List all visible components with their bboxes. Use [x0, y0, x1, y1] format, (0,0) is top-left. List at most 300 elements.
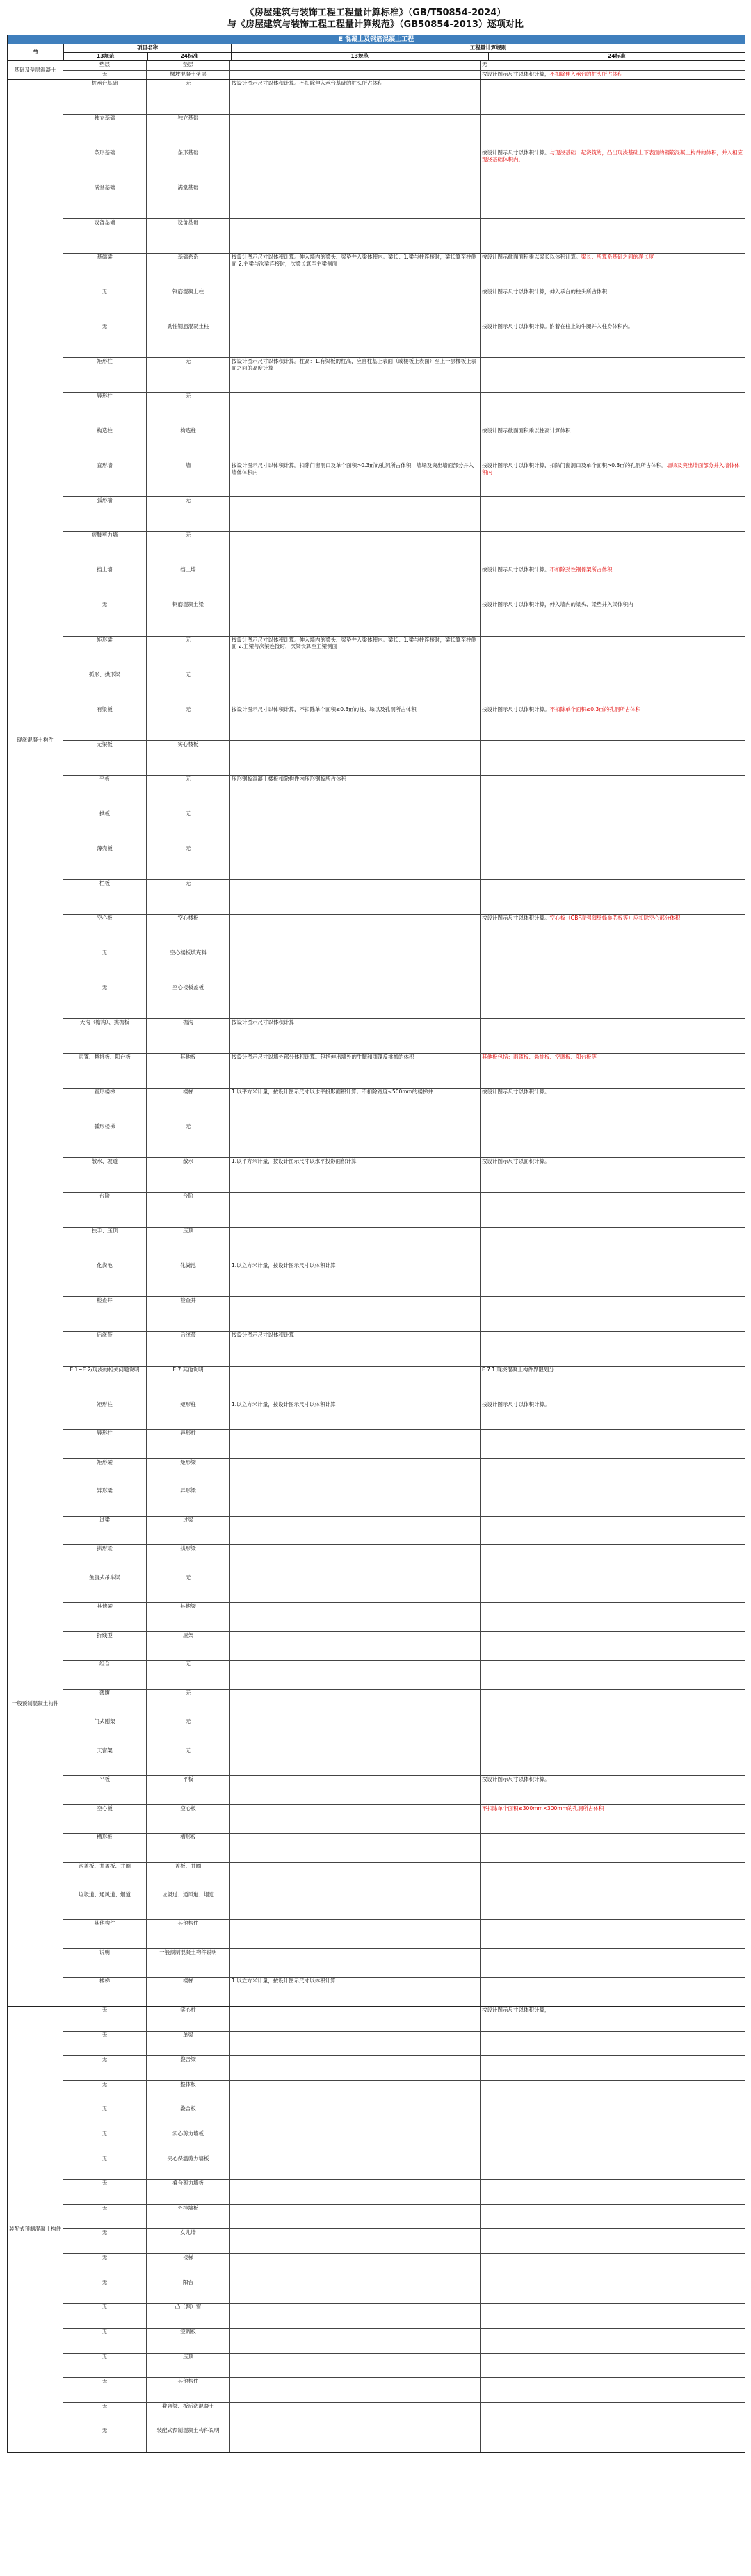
item-code13: 无: [63, 2403, 147, 2427]
table-row: [63, 219, 745, 254]
rule-13: [230, 1661, 481, 1688]
rule-24: [481, 2254, 745, 2279]
rule-24: [481, 2105, 745, 2130]
rule-24: [481, 601, 745, 635]
item-code13: 直形楼梯: [63, 1089, 147, 1123]
rule-24: [481, 845, 745, 879]
rule-24: [481, 1019, 745, 1053]
item-code13: 无: [63, 2205, 147, 2229]
rule-24-text: 按设计图示尺寸以面积计算。: [482, 1157, 550, 1164]
header-section: 节: [8, 44, 64, 60]
table-row: [63, 1834, 745, 1862]
item-code13: 条形基础: [63, 149, 147, 184]
rule-13: 压形钢板混凝土楼板扣除构件内压形钢板所占体积: [230, 776, 481, 810]
item-code24: 女儿墙: [147, 2229, 230, 2253]
rule-24: [481, 1545, 745, 1573]
item-code24: 空心板: [147, 1805, 230, 1833]
rule-24-text: 按设计图示尺寸以体积计算。: [482, 706, 550, 712]
table-row: [63, 810, 745, 845]
rule-24: [481, 2155, 745, 2180]
item-code24: 叠合板: [147, 2105, 230, 2130]
rule-24: [481, 1430, 745, 1458]
item-code24: 无: [147, 1661, 230, 1688]
item-code24: 无: [147, 671, 230, 706]
table-row: [63, 2378, 745, 2403]
table-row: [63, 323, 745, 358]
item-code13: 无: [63, 601, 147, 635]
table-row: [63, 2304, 745, 2329]
rule-13: [230, 288, 481, 323]
rule-13: [230, 1367, 481, 1401]
table-row: [63, 601, 745, 636]
rule-13: [230, 1632, 481, 1660]
header-item-name: 项目名称: [64, 44, 231, 53]
item-code24: 拱形梁: [147, 1545, 230, 1573]
rule-13: [230, 2155, 481, 2180]
item-code24: 檐沟: [147, 1019, 230, 1053]
table-row: [63, 1776, 745, 1804]
table-row: [63, 2279, 745, 2304]
table-row: [63, 2229, 745, 2254]
rule-13: [230, 2279, 481, 2304]
item-code13: 异形柱: [63, 1430, 147, 1458]
rule-24: [481, 1158, 745, 1192]
table-row: [63, 2180, 745, 2205]
item-code24: 无: [147, 1718, 230, 1746]
rule-13: [230, 1517, 481, 1544]
item-code24: 墙: [147, 462, 230, 496]
rule-13: [230, 323, 481, 357]
table-row: [63, 1632, 745, 1661]
item-code13: 设备基础: [63, 219, 147, 253]
rule-24: [481, 358, 745, 392]
item-code13: 说明: [63, 1949, 147, 1977]
item-code24: 整体板: [147, 2081, 230, 2105]
item-code24: 挡土墙: [147, 566, 230, 601]
table-row: [63, 2155, 745, 2180]
item-code13: 无: [63, 2354, 147, 2378]
item-code24: 无: [147, 776, 230, 810]
rule-24: [481, 1776, 745, 1804]
item-code13: 直形墙: [63, 462, 147, 496]
table-row: [63, 949, 745, 984]
item-code13: 雨篷、悬挑板、阳台板: [63, 1054, 147, 1088]
rule-24: [481, 427, 745, 462]
table-row: [63, 1949, 745, 1978]
rule-13: [230, 2007, 481, 2031]
table-body: [8, 61, 745, 2452]
rule-24: [481, 323, 745, 357]
rule-24: [481, 1805, 745, 1833]
table-row: [63, 1978, 745, 2005]
item-code24: 空心楼板: [147, 915, 230, 949]
table-row: [63, 393, 745, 427]
rule-13: 按设计图示尺寸以体积计算。伸入墙内的梁头、梁垫并入梁体积内。梁长：1.梁与柱连接时，梁长算至柱侧面 2.主梁与次梁连接时，次梁长算至主梁侧面: [230, 637, 481, 671]
header-rules24: 24标准: [608, 53, 626, 59]
item-code24: 平板: [147, 1776, 230, 1804]
item-code24: 检查井: [147, 1297, 230, 1331]
rule-13: [230, 984, 481, 1018]
item-code13: 矩形梁: [63, 637, 147, 671]
table-row: [63, 1891, 745, 1920]
rule-13: [230, 1949, 481, 1977]
item-code13: 鱼腹式吊车梁: [63, 1574, 147, 1602]
rule-24-text: 无: [482, 61, 487, 67]
rule-24: [481, 741, 745, 775]
rule-24: [481, 1089, 745, 1123]
item-code24: 劲性钢筋混凝土柱: [147, 323, 230, 357]
table-row: [63, 71, 745, 80]
rule-13: 按设计图示尺寸以体积计算。扣除门窗洞口及单个面积>0.3㎡的孔洞所占体积，墙垛及突出墙面部分并入墙体体积内: [230, 462, 481, 496]
rule-13: [230, 1747, 481, 1775]
item-code13: 无: [63, 2229, 147, 2253]
rule-13: [230, 2304, 481, 2328]
item-code24: 矩形梁: [147, 1459, 230, 1487]
rule-13: [230, 1805, 481, 1833]
rule-24-change: 不扣除劲性钢骨架所占体积: [549, 566, 613, 573]
item-code24: 凸（飘）窗: [147, 2304, 230, 2328]
section-name: 基础及垫层混凝土: [8, 61, 63, 79]
rule-24: [481, 2304, 745, 2328]
rule-13: [230, 1123, 481, 1157]
rule-24: [481, 2229, 745, 2253]
rule-24: [481, 915, 745, 949]
item-code13: 异形柱: [63, 393, 147, 427]
item-code24: 化粪池: [147, 1262, 230, 1296]
table-row: [63, 1262, 745, 1297]
table-row: [63, 1332, 745, 1367]
rule-24: [481, 984, 745, 1018]
item-code13: 薄壳板: [63, 845, 147, 879]
rule-13: [230, 601, 481, 635]
item-code13: 无: [63, 984, 147, 1018]
rule-13: [230, 915, 481, 949]
rule-24: [481, 288, 745, 323]
table-row: [63, 1089, 745, 1123]
rule-13: [230, 2105, 481, 2130]
item-code24: 后浇带: [147, 1332, 230, 1366]
rule-24: [481, 2007, 745, 2031]
table-row: [63, 1430, 745, 1458]
item-code13: 构造柱: [63, 427, 147, 462]
item-code13: 天沟（檐沟）、挑檐板: [63, 1019, 147, 1053]
rule-24-text: 按设计图示尺寸以体积计算。: [482, 1088, 550, 1095]
item-code24: 装配式预制混凝土构件说明: [147, 2427, 230, 2452]
rule-13: [230, 1776, 481, 1804]
rule-24: [481, 61, 745, 70]
table-section: [8, 61, 745, 80]
item-code24: 无: [147, 358, 230, 392]
item-code13: 无: [63, 2427, 147, 2452]
table-row: [63, 2105, 745, 2130]
item-code13: 弧形楼梯: [63, 1123, 147, 1157]
table-row: [63, 1690, 745, 1718]
rule-24: [481, 254, 745, 288]
table-row: [63, 1158, 745, 1193]
item-code24: 钢筋混凝土柱: [147, 288, 230, 323]
table-row: [63, 2205, 745, 2230]
rule-24: [481, 1661, 745, 1688]
item-code13: 短肢剪力墙: [63, 532, 147, 566]
rule-13: 按设计图示尺寸以体积计算。不扣除伸入承台基础的桩头所占体积: [230, 80, 481, 114]
item-code24: 单梁: [147, 2032, 230, 2056]
table-row: [63, 1123, 745, 1158]
rule-24: [481, 1401, 745, 1429]
rule-13: [230, 1718, 481, 1746]
item-code24: 过梁: [147, 1517, 230, 1544]
rule-24-change: 空心板（GBF高强薄壁蜂巢芯板等）应扣除空心部分体积: [549, 914, 681, 921]
rule-13: [230, 949, 481, 984]
rule-24: [481, 1487, 745, 1515]
table-row: [63, 2056, 745, 2081]
item-code24: 梯坡混凝土垫层: [147, 71, 230, 80]
item-code24: 其他构件: [147, 2378, 230, 2402]
item-code24: 构造柱: [147, 427, 230, 462]
table-row: [63, 880, 745, 915]
item-code13: 无: [63, 2130, 147, 2155]
item-code13: 无: [63, 2105, 147, 2130]
item-code13: 化粪池: [63, 1262, 147, 1296]
rule-24-change: 梁长：所算系基础之间的净长度: [581, 254, 654, 261]
header-rules13: 13规范: [232, 53, 489, 60]
item-code24: 异形梁: [147, 1487, 230, 1515]
item-code24: 叠合梁、板后浇混凝土: [147, 2403, 230, 2427]
rule-13: [230, 1920, 481, 1948]
rule-13: [230, 1690, 481, 1718]
rule-24: [481, 2378, 745, 2402]
item-code13: 组合: [63, 1661, 147, 1688]
rule-24-text: 按设计图示尺寸以体积计算。附着在柱上的牛腿并入柱身体积内。: [482, 323, 633, 330]
item-code24: 散水: [147, 1158, 230, 1192]
item-code13: 其他构件: [63, 1920, 147, 1948]
rule-24-text: 按设计图示尺寸以体积计算。: [482, 149, 550, 156]
rule-13: [230, 2130, 481, 2155]
item-code13: 矩形柱: [63, 358, 147, 392]
item-code24: 垫层: [147, 61, 230, 70]
item-code24: 无: [147, 1747, 230, 1775]
table-row: [63, 149, 745, 184]
table-row: [63, 1019, 745, 1054]
rule-24: [481, 1297, 745, 1331]
table-row: [63, 2032, 745, 2057]
item-code13: 无: [63, 949, 147, 984]
rule-13: [230, 880, 481, 914]
rule-13: [230, 1459, 481, 1487]
table-row: [63, 1297, 745, 1332]
rule-24: [481, 776, 745, 810]
rule-24: [481, 706, 745, 740]
item-code13: 无: [63, 2329, 147, 2353]
rule-24: [481, 2205, 745, 2229]
item-code13: 后浇带: [63, 1332, 147, 1366]
item-code24: 空心楼板填充料: [147, 949, 230, 984]
rule-24: [481, 462, 745, 496]
item-code13: 检查井: [63, 1297, 147, 1331]
rule-24: [481, 219, 745, 253]
rule-24: [481, 71, 745, 80]
table-row: [63, 1718, 745, 1747]
rule-13: [230, 1603, 481, 1631]
table-section: [8, 80, 745, 1401]
rule-24-change: 与现浇基础一起浇筑的，凸出现浇基础上下表面的钢筋混凝土构件的体积，并入相应现浇基础体积内。: [482, 149, 743, 163]
rule-24: [481, 2180, 745, 2204]
item-code24: 其他板: [147, 1054, 230, 1088]
rule-24: [481, 2427, 745, 2452]
item-code24: 外挂墙板: [147, 2205, 230, 2229]
rule-13: [230, 71, 481, 80]
rule-24: [481, 1193, 745, 1227]
rule-24: [481, 2032, 745, 2056]
item-code13: 无: [63, 2279, 147, 2304]
rule-24-change: 不扣除单个面积≤300mm×300mm的孔洞所占体积: [482, 1804, 604, 1811]
item-code24: 一般预制混凝土构件说明: [147, 1949, 230, 1977]
item-code13: 无: [63, 71, 147, 80]
item-code13: 基础梁: [63, 254, 147, 288]
rule-24-text: 按设计图示尺寸以体积计算，: [482, 70, 550, 77]
item-code13: 栏板: [63, 880, 147, 914]
rule-13: [230, 1487, 481, 1515]
table-row: [63, 566, 745, 601]
rule-13: [230, 1863, 481, 1891]
table-row: [63, 1228, 745, 1262]
rule-13: [230, 2427, 481, 2452]
item-code13: 无: [63, 2155, 147, 2180]
item-code13: 无: [63, 2304, 147, 2328]
rule-24: [481, 1747, 745, 1775]
item-code13: 拱形梁: [63, 1545, 147, 1573]
rule-24: [481, 1718, 745, 1746]
rule-24: [481, 184, 745, 218]
rule-13: [230, 2354, 481, 2378]
table-row: [63, 2427, 745, 2452]
rule-24-change: 其他板包括：雨篷板、悬挑板、空调板、阳台板等: [482, 1053, 597, 1060]
item-code24: 实心楼板: [147, 741, 230, 775]
item-code24: E.7 其他说明: [147, 1367, 230, 1401]
item-code13: 垃圾道、通风道、烟道: [63, 1891, 147, 1919]
rule-13: [230, 1834, 481, 1861]
item-code13: 空心板: [63, 1805, 147, 1833]
section-name: 现浇混凝土构件: [8, 80, 63, 1401]
rule-24: [481, 1978, 745, 2005]
table-row: [63, 2329, 745, 2354]
rule-13: [230, 1574, 481, 1602]
rule-13: [230, 741, 481, 775]
item-code13: 楼梯: [63, 1978, 147, 2005]
header-code13: 13规范: [64, 53, 148, 60]
rule-13: [230, 427, 481, 462]
rule-13: [230, 115, 481, 149]
rule-24-text: E.7.1 现浇混凝土构件界限划分: [482, 1367, 554, 1373]
rule-13: [230, 671, 481, 706]
item-code24: 实心柱: [147, 2007, 230, 2031]
rule-24: [481, 1332, 745, 1366]
item-code13: 折线型: [63, 1632, 147, 1660]
table-row: [63, 1920, 745, 1948]
item-code24: 独立基础: [147, 115, 230, 149]
rule-24: [481, 1054, 745, 1088]
item-code24: 其他构件: [147, 1920, 230, 1948]
item-code13: 无: [63, 2378, 147, 2402]
item-code13: 独立基础: [63, 115, 147, 149]
table-row: [63, 984, 745, 1019]
table-row: [63, 776, 745, 810]
table-row: [63, 1487, 745, 1516]
table-row: [63, 2007, 745, 2032]
table-row: [63, 1054, 745, 1089]
rule-24: [481, 393, 745, 427]
item-code24: 压顶: [147, 1228, 230, 1262]
item-code13: 无: [63, 288, 147, 323]
table-row: [63, 1193, 745, 1228]
rule-13: [230, 1297, 481, 1331]
rule-13: 按设计图示尺寸以体积计算。伸入墙内的梁头、梁垫并入梁体积内。梁长：1.梁与柱连接时，梁长算至柱侧面 2.主梁与次梁连接时，次梁长算至主梁侧面: [230, 254, 481, 288]
table-row: [63, 1401, 745, 1430]
item-code13: 桩承台基础: [63, 80, 147, 114]
table-row: [63, 1603, 745, 1631]
table-row: [63, 741, 745, 776]
rule-13: 按设计图示尺寸以体积计算，不扣除单个面积≤0.3㎡的柱、垛以及孔洞所占体积: [230, 706, 481, 740]
table-section: [8, 2007, 745, 2452]
table-row: [63, 1545, 745, 1574]
rule-13: [230, 1430, 481, 1458]
rule-13: [230, 845, 481, 879]
table-row: [63, 1367, 745, 1401]
rule-13: 按设计图示尺寸以体积计算。柱高：1.有梁板的柱高，应自柱基上表面（或楼板上表面）至上一层楼板上表面之间的高度计算: [230, 358, 481, 392]
rule-24: [481, 949, 745, 984]
rule-24: [481, 2403, 745, 2427]
rule-13: [230, 2056, 481, 2080]
item-code24: 设备基础: [147, 219, 230, 253]
rule-24: [481, 637, 745, 671]
item-code24: 压顶: [147, 2354, 230, 2378]
item-code13: 矩形柱: [63, 1401, 147, 1429]
rule-13: [230, 1545, 481, 1573]
item-code24: 实心剪力墙板: [147, 2130, 230, 2155]
table-row: [63, 1863, 745, 1891]
rule-24: [481, 115, 745, 149]
rule-13: [230, 566, 481, 601]
comparison-table: [7, 35, 745, 2453]
table-row: [63, 358, 745, 393]
rule-24: [481, 1459, 745, 1487]
rule-13: [230, 184, 481, 218]
item-code24: 无: [147, 880, 230, 914]
item-code13: 槽形板: [63, 1834, 147, 1861]
rule-13: [230, 2180, 481, 2204]
item-code13: 过梁: [63, 1517, 147, 1544]
item-code13: 满堂基础: [63, 184, 147, 218]
rule-24: [481, 880, 745, 914]
rule-13: 1.以平方米计量，按设计图示尺寸以水平投影面积计算。不扣除宽度≤500mm的楼梯井: [230, 1089, 481, 1123]
rule-13: [230, 2329, 481, 2353]
rule-13: [230, 1891, 481, 1919]
rule-13: [230, 1193, 481, 1227]
item-code24: 楼梯: [147, 2254, 230, 2279]
item-code13: 异形梁: [63, 1487, 147, 1515]
rule-24: [481, 80, 745, 114]
rule-13: [230, 393, 481, 427]
rule-24: [481, 1891, 745, 1919]
table-row: [63, 1574, 745, 1603]
item-code24: 无: [147, 1574, 230, 1602]
item-code24: 台阶: [147, 1193, 230, 1227]
rule-13: [230, 2229, 481, 2253]
rule-24: [481, 566, 745, 601]
rule-24: [481, 2354, 745, 2378]
rule-24-change: 不扣除单个面积≤0.3㎡的孔洞所占体积: [549, 706, 641, 712]
item-code24: 槽形板: [147, 1834, 230, 1861]
item-code24: 异形柱: [147, 1430, 230, 1458]
